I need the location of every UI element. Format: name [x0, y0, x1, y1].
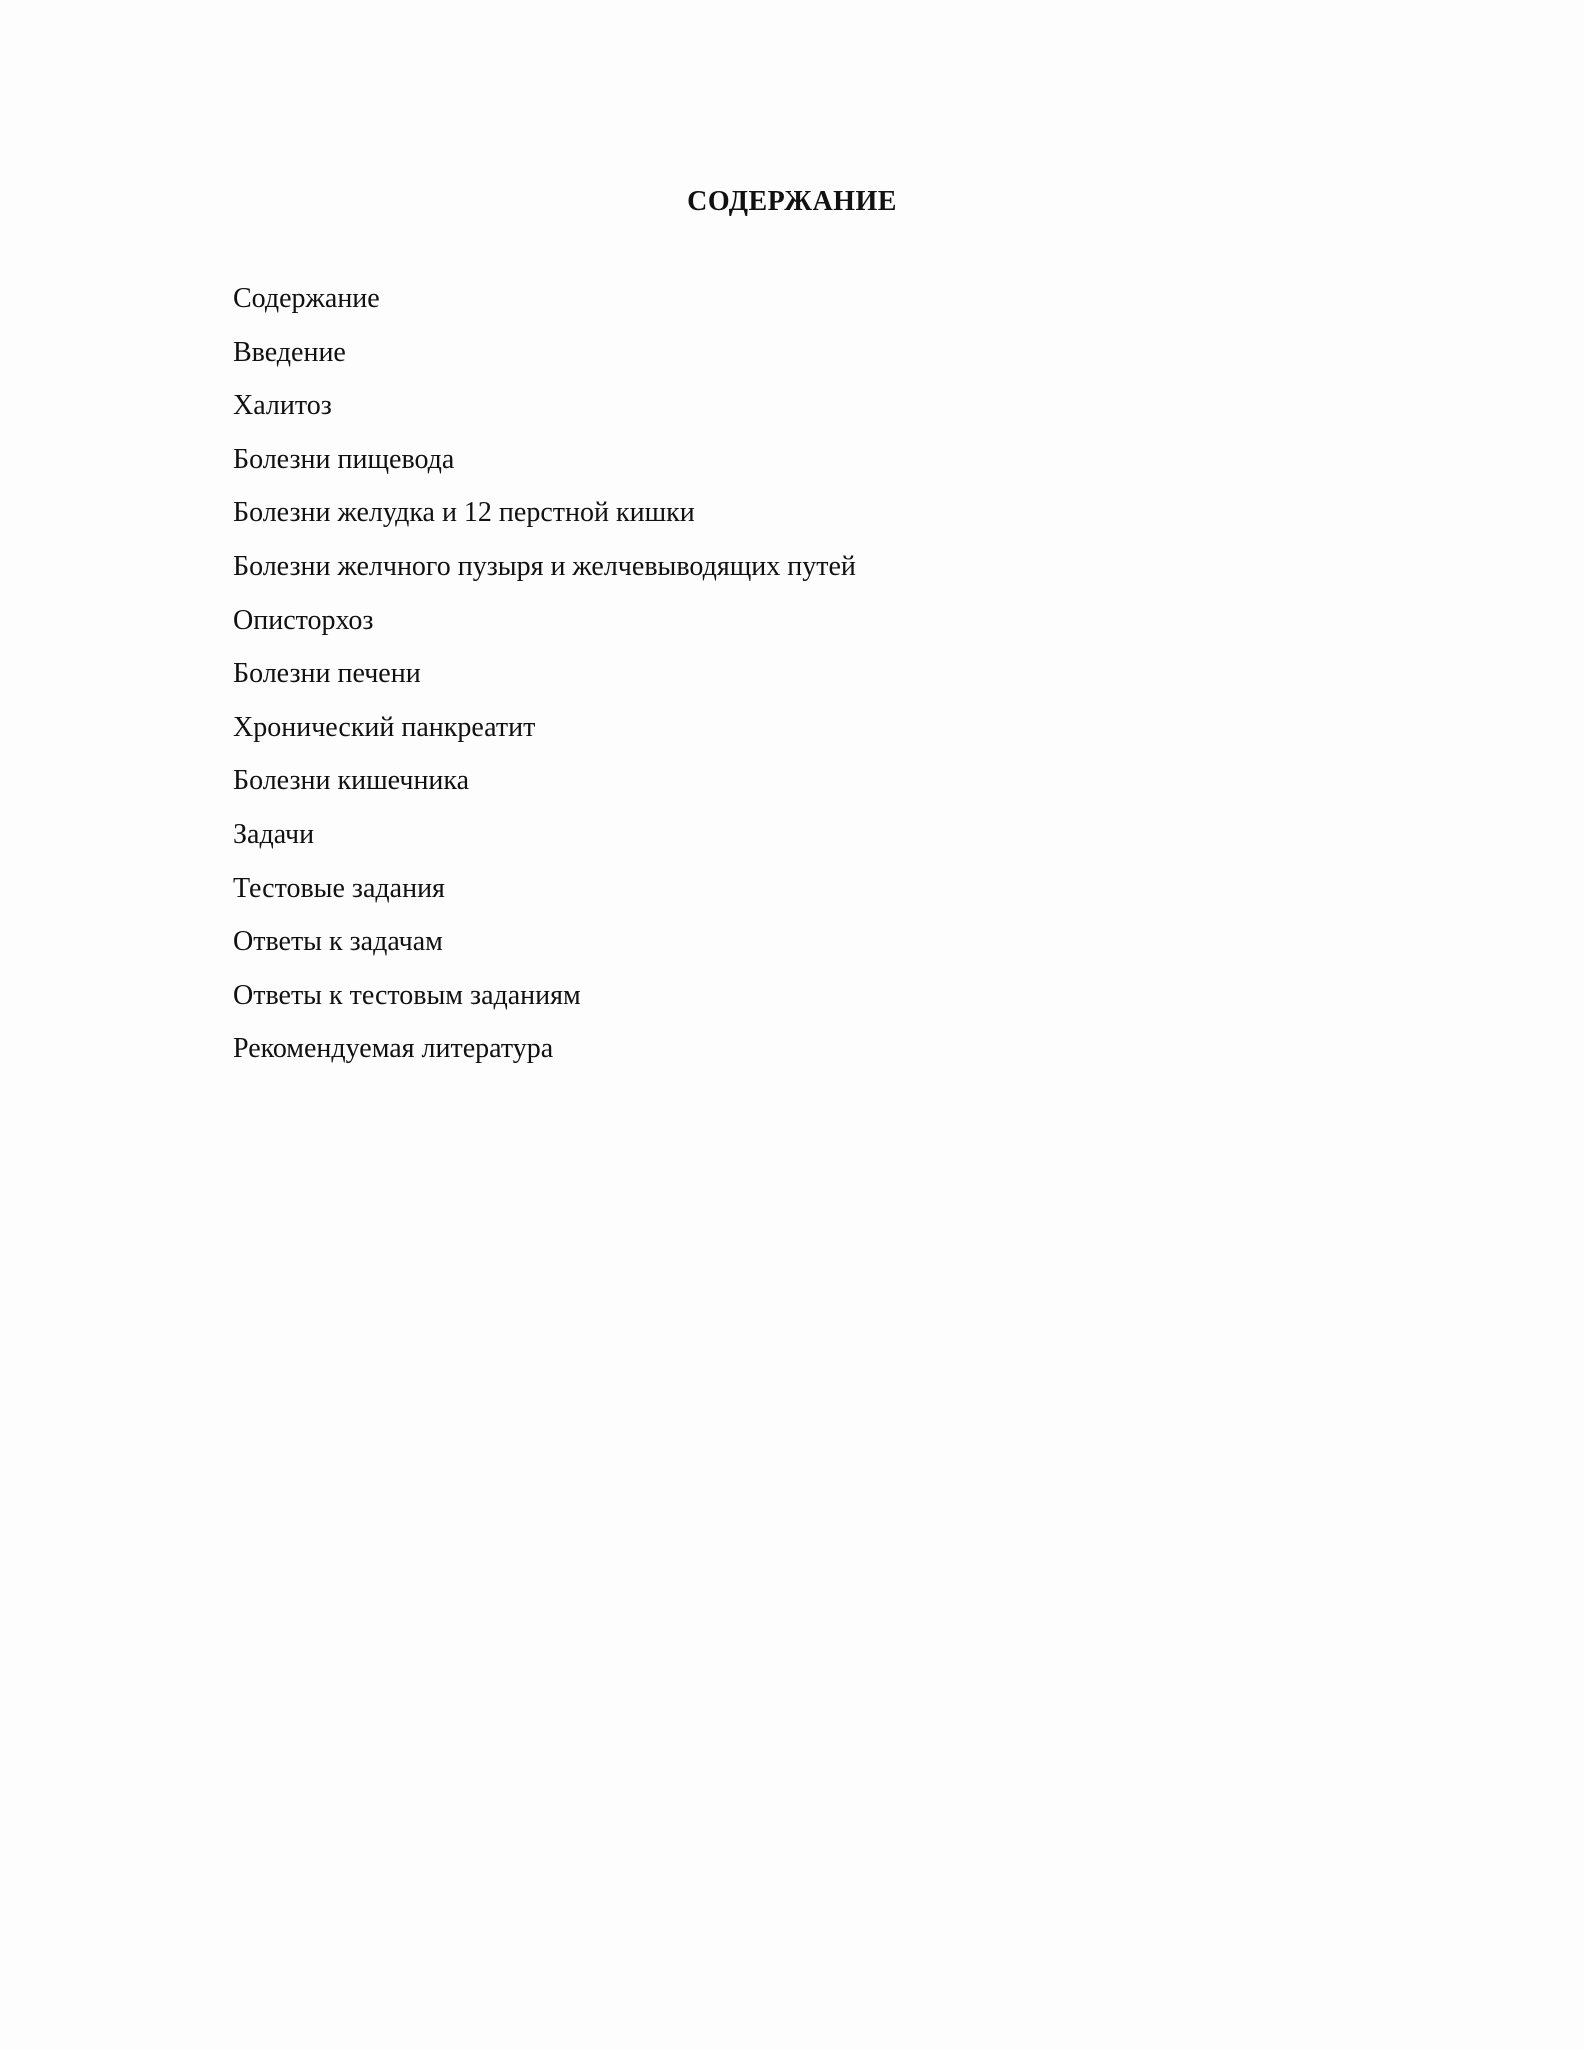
toc-item: Введение	[233, 336, 346, 368]
toc-item: Ответы к задачам	[233, 926, 443, 958]
toc-item: Описторхоз	[233, 604, 374, 636]
toc-item: Болезни желудка и 12 перстной кишки	[233, 497, 695, 529]
toc-item: Содержание	[233, 283, 380, 314]
toc-item: Тестовые задания	[233, 872, 445, 904]
table-of-contents	[233, 272, 856, 1076]
toc-item: Болезни желчного пузыря и желчевыводящих путей	[233, 550, 856, 582]
toc-item: Болезни печени	[233, 658, 421, 690]
toc-item: Болезни кишечника	[233, 765, 470, 797]
toc-item: Ответы к тестовым заданиям	[233, 979, 581, 1011]
toc-item: Халитоз	[233, 390, 332, 422]
toc-item: Рекомендуемая литература	[233, 1033, 554, 1065]
toc-item: Задачи	[233, 818, 315, 850]
toc-item: Хронический панкреатит	[233, 711, 536, 743]
toc-item: Болезни пищевода	[233, 443, 455, 475]
page-title: СОДЕРЖАНИЕ	[687, 186, 897, 217]
